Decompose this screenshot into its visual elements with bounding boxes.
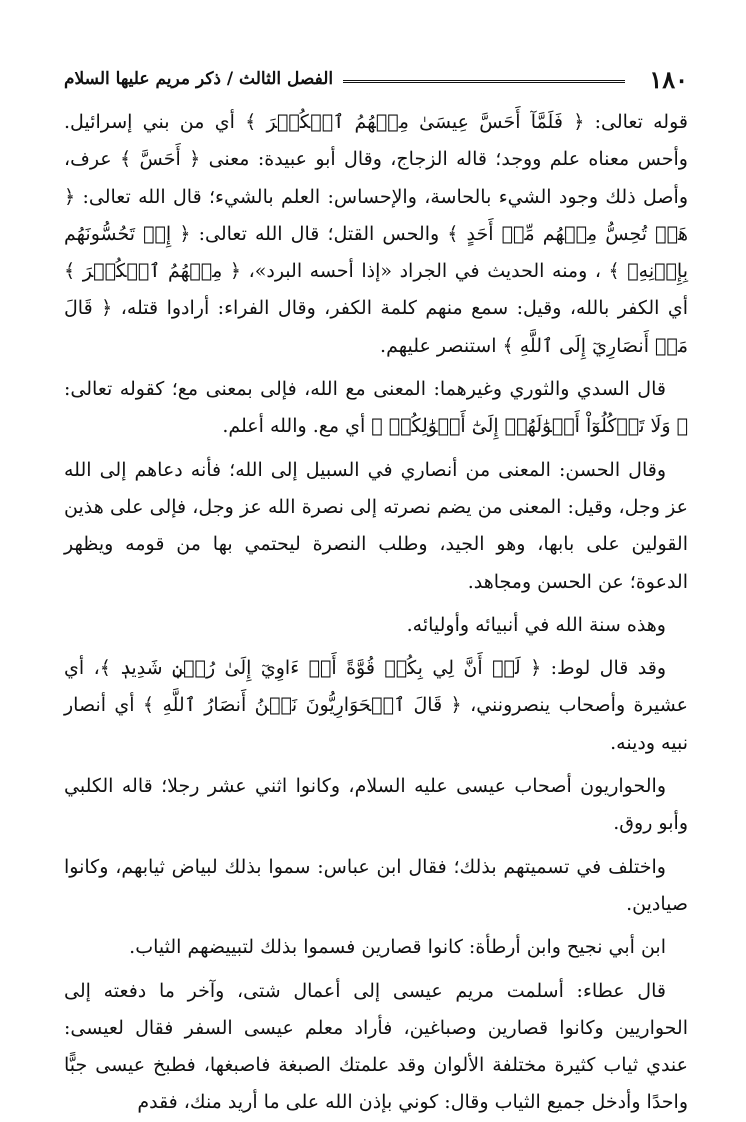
paragraph: وهذه سنة الله في أنبيائه وأوليائه. xyxy=(406,613,666,636)
page-header xyxy=(64,62,688,96)
paragraph: قال السدي والثوري وغيرهما: المعنى مع الله، فإلى بمعنى مع؛ كقوله تعالى: ﴿ وَلَا تَأۡكُلُوٓاْ أَمۡوَٰلَهُمۡ إِلَىٰٓ أَمۡوَٰلِكُمۡ ﴾ أي مع. والله أعلم. xyxy=(64,378,688,438)
page-body xyxy=(64,104,688,1122)
paragraph: وقد قال لوط: ﴿ لَوۡ أَنَّ لِي بِكُمۡ قُوَّةً أَوۡ ءَاوِيٓ إِلَىٰ رُكۡنٖ شَدِيدٖ ﴾، أي عشيرة وأصحاب ينصرونني، ﴿ قَالَ ٱلۡحَوَارِيُّونَ نَحۡنُ أَنصَارُ ٱللَّهِ ﴾ أي أنصار نبيه ودينه. xyxy=(64,657,688,754)
chapter-title: الفصل الثالث / ذكر مريم عليها السلام xyxy=(64,69,334,89)
paragraph: واختلف في تسميتهم بذلك؛ فقال ابن عباس: سموا بذلك لبياض ثيابهم، وكانوا صيادين. xyxy=(64,855,688,915)
paragraph: والحواريون أصحاب عيسى عليه السلام، وكانوا اثني عشر رجلا؛ قاله الكلبي وأبو روق. xyxy=(64,775,688,835)
header-rule xyxy=(343,80,625,83)
paragraph: قال عطاء: أسلمت مريم عيسى إلى أعمال شتى، وآخر ما دفعته إلى الحواريين وكانوا قصارين وصباغين، فأراد معلم عيسى السفر فقال لعيسى: عندي ثياب كثيرة مختلفة الألوان وقد علمتك الصبغة فاصبغها، فطبخ عيسى جبًّا واحدًا وأدخل جميع الثياب وقال: كوني بإذن الله على ما أريد منك، فقدم xyxy=(64,979,688,1114)
paragraph: ابن أبي نجيح وابن أرطأة: كانوا قصارين فسموا بذلك لتبييضهم الثياب. xyxy=(129,936,666,959)
page-number: ١٨٠ xyxy=(649,64,688,94)
paragraph: وقال الحسن: المعنى من أنصاري في السبيل إلى الله؛ فأنه دعاهم إلى الله عز وجل، وقيل: المعنى من يضم نصرته إلى نصرة الله عز وجل، فإلى على هذين القولين على بابها، وهو الجيد، وطلب النصرة ليحتمي بها من قومه ويظهر الدعوة؛ عن الحسن ومجاهد. xyxy=(64,458,688,593)
paragraph: قوله تعالى: ﴿ فَلَمَّآ أَحَسَّ عِيسَىٰ مِنۡهُمُ ٱلۡكُفۡرَ ﴾ أي من بني إسرائيل. وأحس معناه علم ووجد؛ قاله الزجاج، وقال أبو عبيدة: معنى ﴿ أَحَسَّ ﴾ عرف، وأصل ذلك وجود الشيء بالحاسة، والإحساس: العلم بالشيء؛ قال الله تعالى: ﴿ هَلۡ تُحِسُّ مِنۡهُم مِّنۡ أَحَدٍ ﴾ والحس القتل؛ قال الله تعالى: ﴿ إِذۡ تَحُسُّونَهُم بِإِذۡنِهِۦ ﴾ ، ومنه الحديث في الجراد «إذا أحسه البرد»، ﴿ مِنۡهُمُ ٱلۡكُفۡرَ ﴾ أي الكفر بالله، وقيل: سمع منهم كلمة الكفر، وقال الفراء: أرادوا قتله، ﴿ قَالَ مَنۡ أَنصَارِيٓ إِلَى ٱللَّهِ ﴾ استنصر عليهم. xyxy=(64,111,688,357)
